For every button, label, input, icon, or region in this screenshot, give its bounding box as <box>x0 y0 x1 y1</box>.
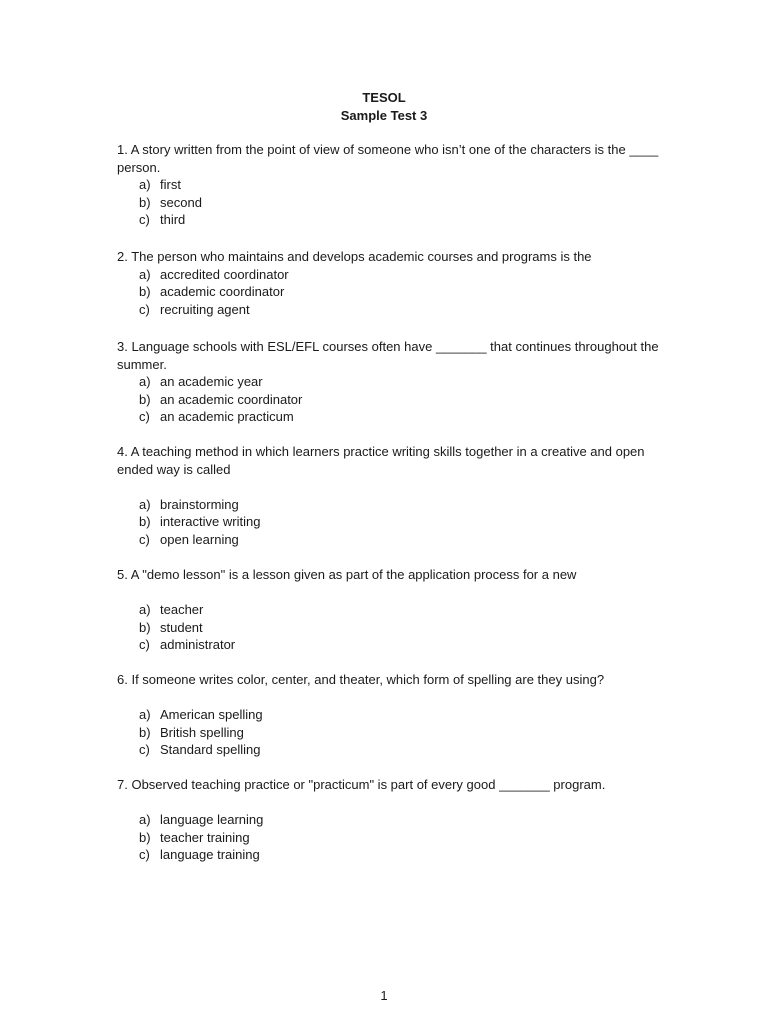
option-c <box>117 636 662 654</box>
question-text: 2. The person who maintains and develops academic courses and programs is the <box>117 249 592 264</box>
option-text: American spelling <box>160 707 263 722</box>
option-text: academic coordinator <box>160 284 285 300</box>
document-subtitle: Sample Test 3 <box>340 108 428 123</box>
option-letter: c) <box>139 409 150 425</box>
option-letter: b) <box>139 724 151 740</box>
question-7 <box>117 776 662 864</box>
option-text: administrator <box>160 637 236 653</box>
option-letter: b) <box>139 194 151 210</box>
option-letter: a) <box>139 602 151 617</box>
option-text: accredited coordinator <box>160 266 289 282</box>
option-letter: a) <box>139 496 151 512</box>
question-text: 4. A teaching method in which learners practice writing skills together in a creative and open ended way is called <box>117 444 645 477</box>
option-a <box>117 601 662 619</box>
document-title: TESOL <box>362 90 406 105</box>
option-text: second <box>160 194 202 210</box>
option-a <box>117 373 662 391</box>
option-letter: a) <box>139 374 151 389</box>
option-list <box>117 706 662 759</box>
option-list <box>117 496 662 549</box>
question-text: 7. Observed teaching practice or "practicum" is part of every good _______ program. <box>117 777 606 792</box>
option-letter: c) <box>139 847 150 863</box>
option-text: language learning <box>160 812 264 827</box>
option-list <box>117 601 662 654</box>
option-letter: c) <box>139 212 150 228</box>
option-text: British spelling <box>160 724 244 740</box>
option-letter: a) <box>139 266 151 282</box>
option-letter: b) <box>139 619 151 635</box>
option-c <box>117 408 662 426</box>
option-letter: a) <box>139 812 151 827</box>
option-list <box>117 811 662 864</box>
option-c <box>117 211 662 229</box>
option-text: open learning <box>160 531 239 547</box>
option-text: brainstorming <box>160 496 239 512</box>
option-b <box>117 283 662 301</box>
option-text: an academic coordinator <box>160 391 303 407</box>
option-letter: b) <box>139 829 151 845</box>
question-text: 3. Language schools with ESL/EFL courses often have _______ that continues throughout the summer. <box>117 339 659 372</box>
option-text: language training <box>160 847 260 863</box>
option-text: teacher <box>160 602 204 617</box>
option-text: student <box>160 619 203 635</box>
option-a <box>117 266 662 284</box>
option-text: third <box>160 212 186 228</box>
option-a <box>117 706 662 724</box>
question-text: 6. If someone writes color, center, and theater, which form of spelling are they using? <box>117 672 605 687</box>
option-text: interactive writing <box>160 514 261 530</box>
question-text: 1. A story written from the point of view of someone who isn’t one of the characters is the ____ person. <box>117 142 659 175</box>
option-text: an academic practicum <box>160 409 294 425</box>
question-4 <box>117 443 662 549</box>
question-6 <box>117 671 662 759</box>
option-list <box>117 176 662 229</box>
page-number: 1 <box>380 988 388 1003</box>
option-letter: c) <box>139 742 150 758</box>
option-letter: c) <box>139 637 150 653</box>
question-2 <box>117 248 662 319</box>
option-b <box>117 391 662 409</box>
question-5 <box>117 566 662 654</box>
option-b <box>117 194 662 212</box>
option-b <box>117 619 662 637</box>
option-text: recruiting agent <box>160 301 250 317</box>
option-letter: c) <box>139 531 150 547</box>
option-a <box>117 811 662 829</box>
option-b <box>117 724 662 742</box>
option-letter: a) <box>139 177 151 192</box>
option-letter: a) <box>139 707 151 722</box>
option-c <box>117 846 662 864</box>
option-letter: b) <box>139 514 151 530</box>
option-letter: b) <box>139 391 151 407</box>
question-text: 5. A "demo lesson" is a lesson given as part of the application process for a new <box>117 567 577 582</box>
option-text: first <box>160 177 181 192</box>
option-c <box>117 301 662 319</box>
option-c <box>117 531 662 549</box>
option-text: an academic year <box>160 374 263 389</box>
question-3 <box>117 338 662 426</box>
option-b <box>117 829 662 847</box>
option-text: teacher training <box>160 829 250 845</box>
option-list <box>117 373 662 426</box>
option-a <box>117 496 662 514</box>
option-a <box>117 176 662 194</box>
option-letter: c) <box>139 301 150 317</box>
option-text: Standard spelling <box>160 742 261 758</box>
option-list <box>117 266 662 319</box>
question-1 <box>117 141 662 229</box>
option-c <box>117 741 662 759</box>
option-letter: b) <box>139 284 151 300</box>
option-b <box>117 513 662 531</box>
